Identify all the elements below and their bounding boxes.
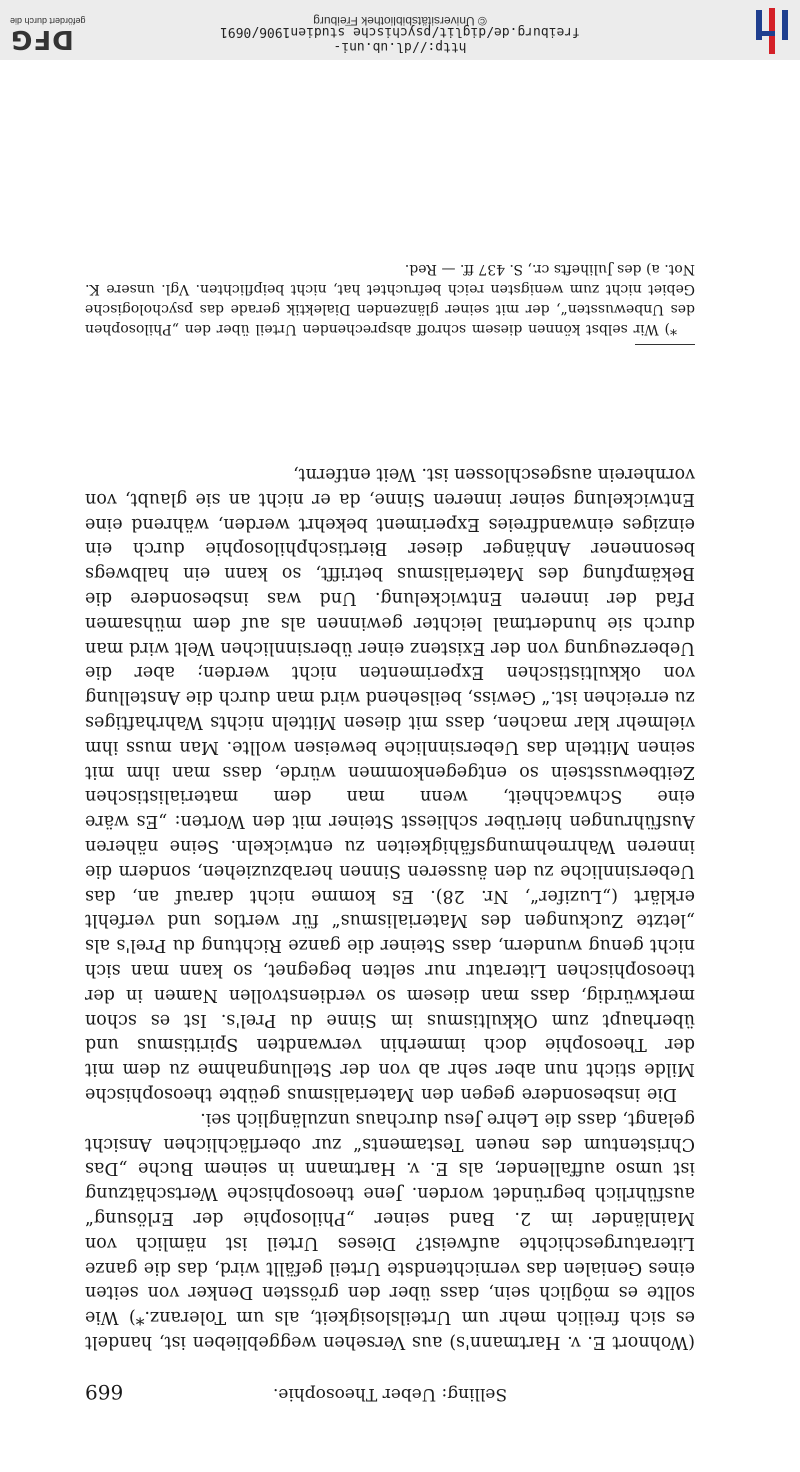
paragraph: Die insbesondere gegen den Materialismus geübte theosophische Milde sticht nun aber sehr ab von der Stellungnahme zu dem mit der Theosophie doch immerhin verwandten Spiritismus und überhaupt zum Okkultismus im Sinne du Prel's. Ist es schon merkwürdig, dass man diesem so verdienstvollen Namen in der theosophischen Literatur nur selten begegnet, so kann man sich nicht genug wundern, dass Steiner die ganze Richtung du Prel's als „letzte Zuckungen des Materialismus“ für wertlos und verfehlt erklärt („Luzifer“, Nr. 28). Es komme nicht darauf an, das Uebersinnliche zu den äusseren Sinnen herabzuziehen, sondern die inneren Wahrnehmungsfähigkeiten zu entwickeln. Seine näheren Ausführungen hierüber schliesst Steiner mit den Worten: „Es wäre eine Schwachheit, wenn man dem materialistischen Zeitbewusstsein so entgegenkommen würde, dass man ihm mit seinen Mitteln das Uebersinnliche beweisen wollte. Man muss ihm vielmehr klar machen, dass mit diesen Mitteln nichts Wahrhaftiges zu erreichen ist.“ Gewiss, beilsehend wird man durch die Anstellung von okkultistischen Experimenten nicht werden; aber die Ueberzeugung von der Existenz einer übersinnlichen Welt wird man durch sie hundertmal leichter gewinnen als auf dem mühsamen Pfad der inneren Entwickelung. Und was insbesondere die Bekämpfung des Materialismus betrifft, so kann ein halbwegs besonnener Anhänger dieser Biertischphilosophie durch ein einziges einwandfreies Experiment bekehrt werden, während eine Entwickelung seiner inneren Sinne, da er nicht an sie glaubt, von vornherein ausgeschlossen ist. Weit entfernt, (85, 464, 695, 1105)
paragraph-continued: (Wohnort E. v. Hartmann's) aus Versehen weggeblieben ist, handelt es sich freilich mehr um Urteilslosigkeit, als um Toleranz.*) Wie sollte es möglich sein, dass über den grössten Denker von seiten eines Genialen das vernichtendste Urteil gefällt wird, das die ganze Literaturgeschichte aufweist? Dieses Urteil ist nämlich von Mainländer im 2. Band seiner „Philosophie der Erlösung“ ausführlich begründet worden. Jene theosophische Wertschätzung ist umso auffallender, als E. v. Hartmann in seinem Buche „Das Christentum des neuen Testaments“ zur oberflächlichen Ansicht gelangt, dass die Lehre Jesu durchaus unzulänglich sei. (85, 1108, 695, 1352)
body-text (85, 461, 695, 1354)
dfg-word: DFG (10, 24, 74, 54)
permalink[interactable]: http://dl.ub.uni-freiburg.de/diglit/psychische_studien1906/0691 (219, 24, 581, 54)
dfg-logo (10, 16, 100, 52)
university-library-logo-icon (754, 8, 790, 54)
footnote-text: *) Wir selbst können diesem schroff absprechenden Urteil über den „Philosophen des Unbewussten“, der mit seiner glänzenden Dialektik gerade das psychologische Gebiet nicht zum wenigsten reich befruchtet hat, nicht beipflichten. Vgl. unsere K. Not. a) des Julihefts cr., S. 437 ff. — Red. (85, 261, 695, 337)
digitization-footer (0, 0, 800, 60)
footnote-rule (635, 344, 695, 345)
running-head (85, 1374, 695, 1404)
dfg-subtitle: gefördert durch die (10, 16, 86, 26)
footnote (85, 259, 695, 339)
running-title: Selling: Ueber Theosophie. (272, 1384, 508, 1404)
copyright-notice: © Universitätsbibliothek Freiburg (313, 14, 487, 28)
page-number: 669 (85, 1380, 124, 1404)
